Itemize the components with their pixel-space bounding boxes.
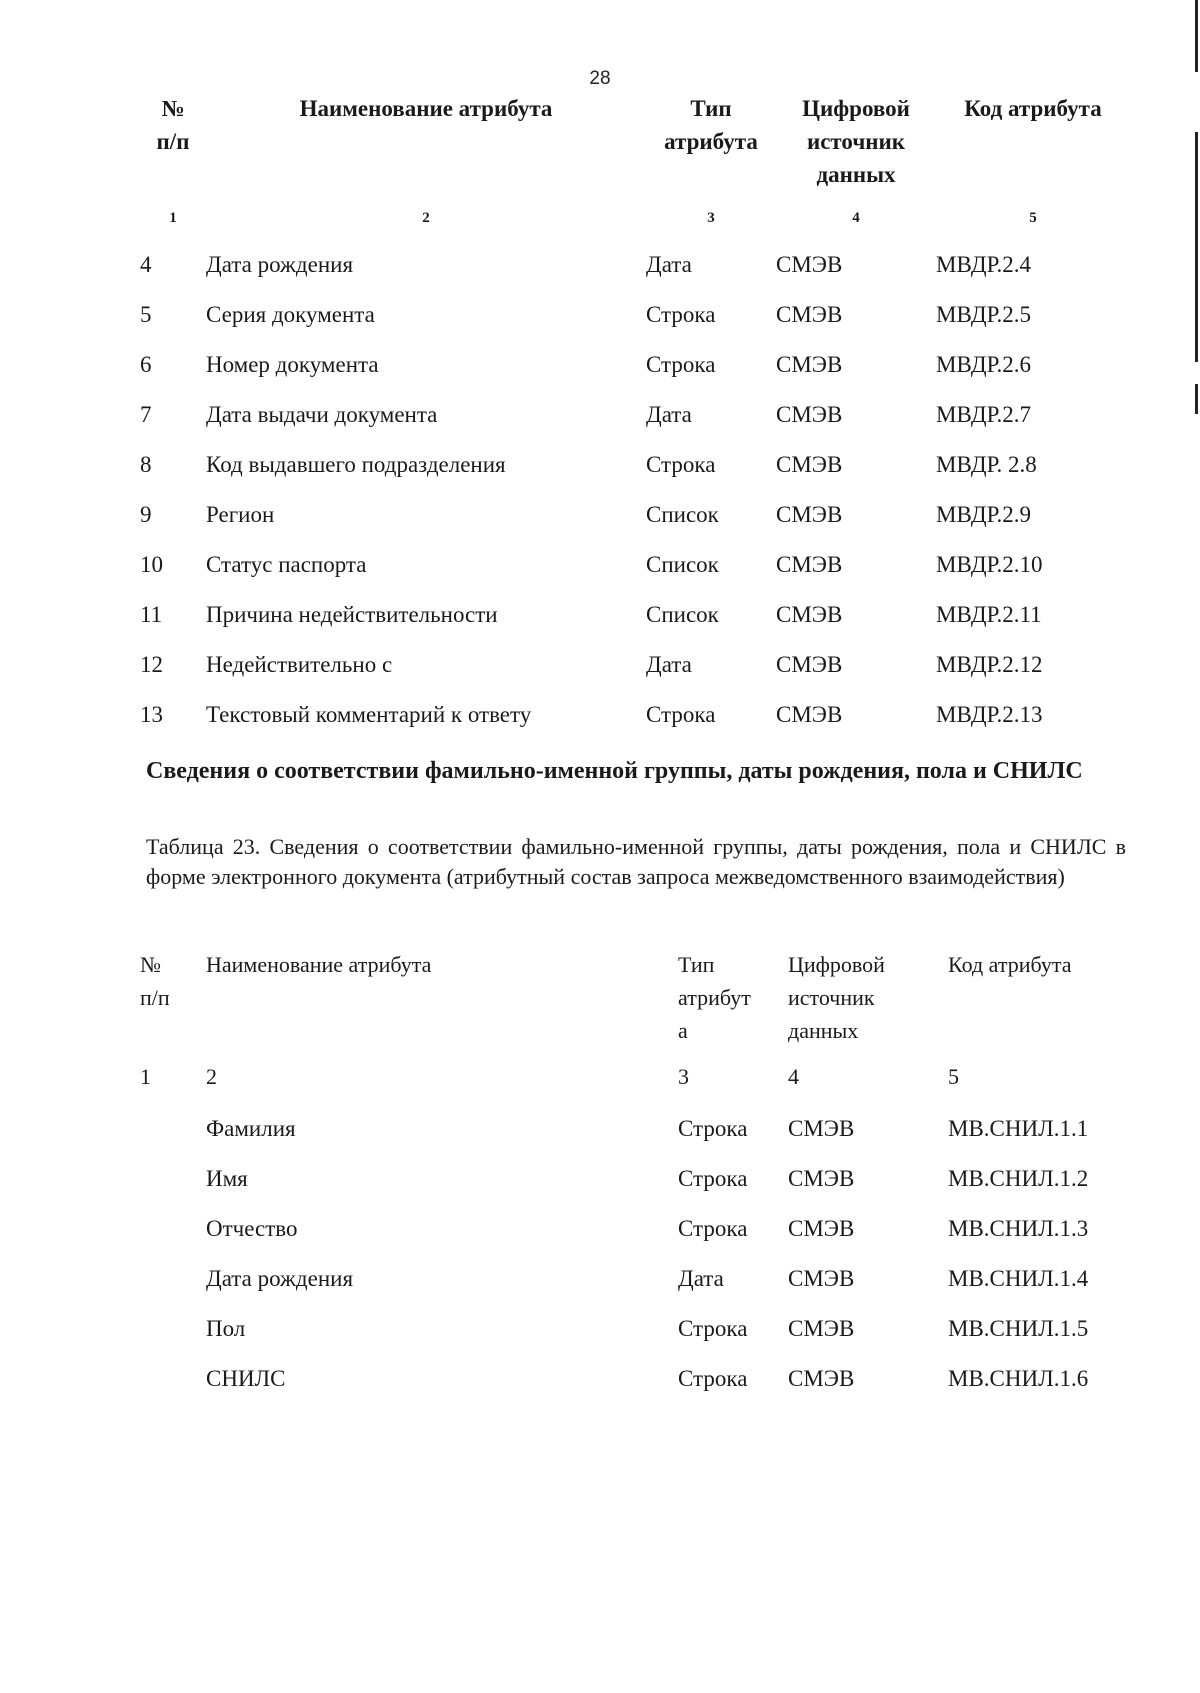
table2-column-numbers-row xyxy=(140,1064,1130,1114)
column-number: 1 xyxy=(140,1064,151,1089)
table-caption: Таблица 23. Сведения о соответствии фамильно-именной группы, даты рождения, пола и СНИЛС в форме электронного документа (атрибутный состав запроса межведомственного взаимодействия) xyxy=(146,834,1126,889)
attribute-name: Дата рождения xyxy=(206,252,354,277)
attribute-name: Пол xyxy=(206,1316,246,1341)
header-attribute-name: Наименование атрибута xyxy=(206,952,432,977)
attribute-type: Дата xyxy=(678,1266,724,1291)
table-row xyxy=(140,1164,1130,1214)
attribute-type: Строка xyxy=(646,352,716,377)
column-number: 2 xyxy=(206,1064,217,1089)
attribute-type: Дата xyxy=(646,402,692,427)
attribute-code: МВ.СНИЛ.1.1 xyxy=(948,1116,1089,1141)
attribute-code: МВДР.2.6 xyxy=(936,352,1032,377)
column-number: 4 xyxy=(852,210,860,226)
row-number xyxy=(140,1364,206,1414)
table-row xyxy=(140,250,1130,300)
table-row xyxy=(140,1214,1130,1264)
attribute-name: Серия документа xyxy=(206,302,375,327)
table-row xyxy=(140,550,1130,600)
row-number: 13 xyxy=(140,702,163,727)
attribute-type: Строка xyxy=(678,1366,748,1391)
attributes-table-1 xyxy=(140,92,1130,750)
attribute-name: СНИЛС xyxy=(206,1366,286,1391)
attribute-code: МВ.СНИЛ.1.2 xyxy=(948,1166,1089,1191)
data-source: СМЭВ xyxy=(776,302,843,327)
attribute-type: Строка xyxy=(646,302,716,327)
attributes-table-2 xyxy=(140,948,1130,1414)
attribute-type: Строка xyxy=(678,1116,748,1141)
table-row xyxy=(140,650,1130,700)
table-row xyxy=(140,400,1130,450)
row-number: 11 xyxy=(140,602,163,627)
row-number: 5 xyxy=(140,302,152,327)
header-attribute-type: Тип атрибут а xyxy=(678,952,751,1043)
header-data-source: Цифровой источник данных xyxy=(788,952,885,1043)
table-row xyxy=(140,600,1130,650)
attribute-code: МВДР.2.5 xyxy=(936,302,1032,327)
attribute-type: Список xyxy=(646,552,719,577)
row-number: 9 xyxy=(140,502,152,527)
attribute-type: Строка xyxy=(646,702,716,727)
attribute-type: Строка xyxy=(678,1316,748,1341)
column-number: 5 xyxy=(1029,210,1037,226)
attribute-type: Дата xyxy=(646,652,692,677)
page-number: 28 xyxy=(589,68,611,89)
scan-edge-mark-top xyxy=(1195,0,1198,72)
attribute-type: Дата xyxy=(646,252,692,277)
attribute-name: Код выдавшего подразделения xyxy=(206,452,506,477)
scan-edge-mark-middle xyxy=(1195,132,1198,362)
attribute-type: Строка xyxy=(646,452,716,477)
attribute-type: Строка xyxy=(678,1166,748,1191)
attribute-code: МВДР.2.11 xyxy=(936,602,1042,627)
data-source: СМЭВ xyxy=(776,602,843,627)
data-source: СМЭВ xyxy=(776,652,843,677)
attribute-type: Список xyxy=(646,602,719,627)
table-row xyxy=(140,300,1130,350)
header-data-source: Цифровой источник данных xyxy=(802,96,910,187)
attribute-name: Фамилия xyxy=(206,1116,296,1141)
data-source: СМЭВ xyxy=(776,452,843,477)
attribute-code: МВДР.2.13 xyxy=(936,702,1043,727)
header-number: № п/п xyxy=(156,96,190,154)
scan-edge-mark-bottom xyxy=(1195,384,1198,414)
attribute-code: МВ.СНИЛ.1.5 xyxy=(948,1316,1089,1341)
attribute-name: Дата рождения xyxy=(206,1266,354,1291)
data-source: СМЭВ xyxy=(788,1316,855,1341)
attribute-code: МВ.СНИЛ.1.6 xyxy=(948,1366,1089,1391)
data-source: СМЭВ xyxy=(776,702,843,727)
table-row xyxy=(140,700,1130,750)
section-heading: Сведения о соответствии фамильно-именной группы, даты рождения, пола и СНИЛС xyxy=(146,758,1083,784)
column-number: 3 xyxy=(707,210,715,226)
attribute-name: Статус паспорта xyxy=(206,552,367,577)
table-row xyxy=(140,1364,1130,1414)
data-source: СМЭВ xyxy=(776,252,843,277)
attribute-code: МВДР.2.10 xyxy=(936,552,1043,577)
table-row xyxy=(140,450,1130,500)
row-number: 7 xyxy=(140,402,152,427)
attribute-name: Номер документа xyxy=(206,352,379,377)
column-number: 1 xyxy=(169,210,177,226)
data-source: СМЭВ xyxy=(788,1166,855,1191)
row-number: 4 xyxy=(140,252,152,277)
table-row xyxy=(140,500,1130,550)
row-number xyxy=(140,1264,206,1314)
header-number: № п/п xyxy=(140,952,170,1010)
attribute-code: МВДР. 2.8 xyxy=(936,452,1037,477)
header-attribute-name: Наименование атрибута xyxy=(299,96,553,121)
table1-column-numbers-row xyxy=(140,210,1130,250)
column-number: 5 xyxy=(948,1064,959,1089)
table-row xyxy=(140,1264,1130,1314)
attribute-code: МВДР.2.9 xyxy=(936,502,1032,527)
table-row xyxy=(140,1114,1130,1164)
row-number: 10 xyxy=(140,552,163,577)
table-row xyxy=(140,1314,1130,1364)
attribute-name: Имя xyxy=(206,1166,248,1191)
table1-header-row xyxy=(140,92,1130,210)
attribute-name: Недействительно с xyxy=(206,652,393,677)
table2-header-row xyxy=(140,948,1130,1064)
attribute-code: МВДР.2.7 xyxy=(936,402,1032,427)
attribute-name: Отчество xyxy=(206,1216,298,1241)
attribute-name: Текстовый комментарий к ответу xyxy=(206,702,532,727)
row-number: 6 xyxy=(140,352,152,377)
data-source: СМЭВ xyxy=(788,1366,855,1391)
column-number: 2 xyxy=(422,210,430,226)
attribute-code: МВДР.2.12 xyxy=(936,652,1043,677)
table-row xyxy=(140,350,1130,400)
attribute-type: Список xyxy=(646,502,719,527)
row-number xyxy=(140,1314,206,1364)
row-number xyxy=(140,1114,206,1164)
data-source: СМЭВ xyxy=(776,402,843,427)
column-number: 3 xyxy=(678,1064,689,1089)
data-source: СМЭВ xyxy=(776,502,843,527)
row-number: 12 xyxy=(140,652,163,677)
data-source: СМЭВ xyxy=(788,1216,855,1241)
header-attribute-code: Код атрибута xyxy=(964,96,1102,121)
data-source: СМЭВ xyxy=(788,1266,855,1291)
attribute-code: МВДР.2.4 xyxy=(936,252,1032,277)
data-source: СМЭВ xyxy=(776,552,843,577)
attribute-name: Дата выдачи документа xyxy=(206,402,438,427)
column-number: 4 xyxy=(788,1064,799,1089)
attribute-name: Причина недействительности xyxy=(206,602,498,627)
attribute-type: Строка xyxy=(678,1216,748,1241)
row-number xyxy=(140,1214,206,1264)
header-attribute-type: Тип атрибута xyxy=(664,96,758,154)
attribute-code: МВ.СНИЛ.1.3 xyxy=(948,1216,1089,1241)
attribute-code: МВ.СНИЛ.1.4 xyxy=(948,1266,1089,1291)
row-number: 8 xyxy=(140,452,152,477)
data-source: СМЭВ xyxy=(776,352,843,377)
data-source: СМЭВ xyxy=(788,1116,855,1141)
header-attribute-code: Код атрибута xyxy=(948,952,1072,977)
attribute-name: Регион xyxy=(206,502,275,527)
row-number xyxy=(140,1164,206,1214)
